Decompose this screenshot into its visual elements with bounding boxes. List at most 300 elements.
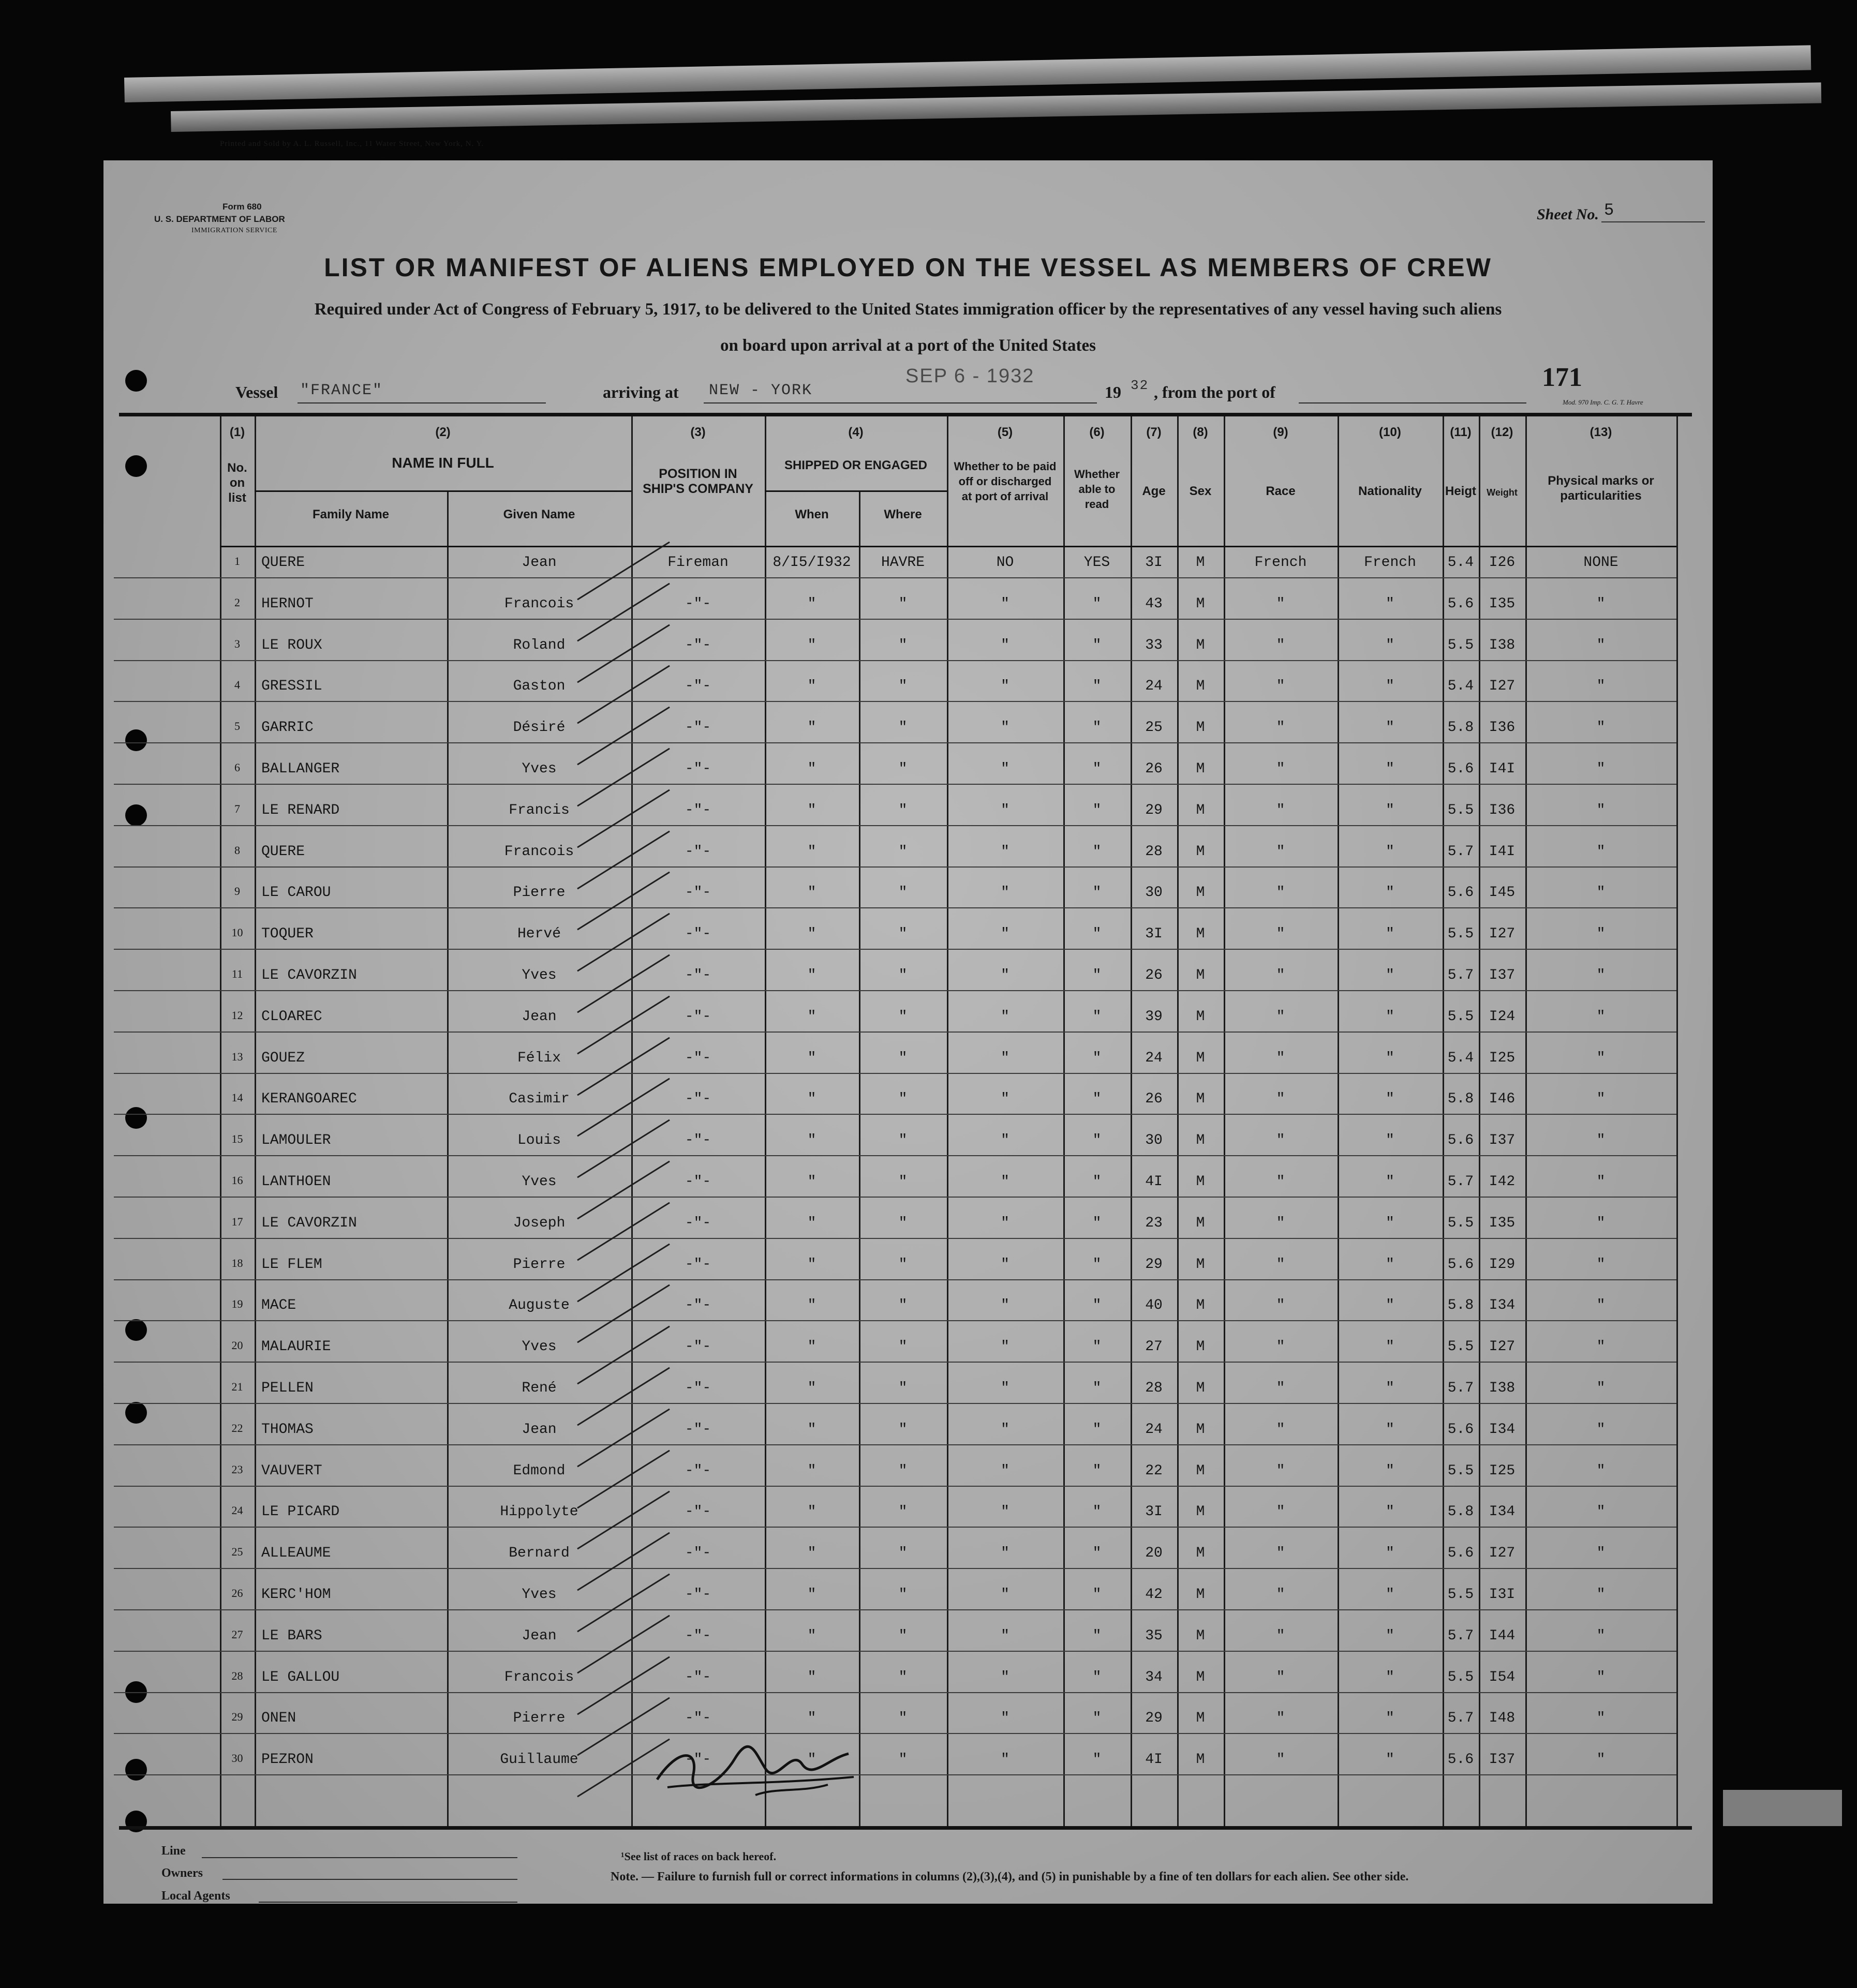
cell-race: " [1276, 967, 1285, 983]
vessel-fill-line [298, 402, 546, 403]
cell-race: " [1276, 1710, 1285, 1727]
cell-when: " [807, 967, 816, 983]
cell-age: 30 [1145, 885, 1163, 901]
cell-family: GOUEZ [261, 1050, 305, 1066]
cell-sex: M [1196, 1050, 1205, 1066]
cell-marks: " [1596, 595, 1606, 612]
cell-marks: " [1596, 678, 1606, 695]
cell-marks: " [1596, 802, 1606, 818]
cell-given: Yves [522, 1174, 557, 1190]
row-rule [114, 866, 1676, 868]
cell-family: BALLANGER [261, 761, 340, 777]
punch-hole [125, 1759, 147, 1781]
cell-given: Hippolyte [500, 1504, 578, 1520]
cell-sex: M [1196, 1669, 1205, 1685]
col-6-number: (6) [1089, 425, 1105, 439]
cell-nationality: " [1386, 885, 1394, 901]
cell-where: " [898, 1380, 908, 1396]
cell-position: Fireman [667, 555, 729, 571]
column-divider [1525, 416, 1527, 1826]
cell-sex: M [1196, 1132, 1205, 1149]
cell-where: " [898, 843, 908, 860]
cell-height: 5.6 [1447, 761, 1474, 777]
cell-sex: M [1196, 678, 1205, 695]
paper-edge-tail [1723, 1790, 1842, 1826]
cell-where: " [898, 1339, 908, 1355]
cell-nationality: " [1386, 1752, 1394, 1768]
cell-family: LE RENARD [261, 802, 340, 818]
cell-position: -"- [685, 1297, 711, 1314]
cell-paid: " [1001, 1091, 1009, 1108]
cell-read: " [1092, 1132, 1102, 1149]
cell-race: " [1276, 1545, 1285, 1562]
cell-no: 25 [231, 1545, 243, 1559]
cell-paid: NO [996, 555, 1014, 571]
cell-marks: " [1596, 967, 1606, 983]
cell-sex: M [1196, 1462, 1205, 1479]
cell-no: 1 [234, 555, 240, 567]
row-rule [114, 1114, 1676, 1115]
col-11-label: Heigt [1445, 484, 1476, 498]
when-header: When [795, 507, 829, 521]
cell-read: " [1092, 1669, 1102, 1685]
cell-sex: M [1196, 926, 1205, 943]
cell-family: LE ROUX [261, 637, 322, 653]
row-rule [114, 1568, 1676, 1569]
cell-family: ONEN [261, 1710, 296, 1727]
cell-sex: M [1196, 1545, 1205, 1562]
cell-when: " [807, 1462, 816, 1479]
cell-marks: " [1596, 637, 1606, 653]
cell-height: 5.8 [1447, 1297, 1474, 1314]
cell-position: -"- [685, 1380, 711, 1396]
cell-height: 5.6 [1447, 1752, 1474, 1768]
cell-sex: M [1196, 761, 1205, 777]
cell-marks: " [1596, 761, 1606, 777]
cell-family: LE FLEM [261, 1256, 322, 1273]
cell-marks: " [1596, 1008, 1606, 1025]
cell-weight: I37 [1489, 1752, 1516, 1768]
race-footnote: ¹See list of races on back hereof. [621, 1850, 777, 1863]
cell-sex: M [1196, 1174, 1205, 1190]
cell-read: " [1092, 1091, 1102, 1108]
cell-where: " [898, 1008, 908, 1025]
cell-no: 14 [231, 1091, 243, 1104]
cell-age: 30 [1145, 1132, 1163, 1149]
cell-marks: " [1596, 720, 1606, 736]
cell-no: 10 [231, 926, 243, 939]
arriving-label: arriving at [603, 383, 679, 401]
cell-height: 5.7 [1447, 1380, 1474, 1396]
cell-when: " [807, 1545, 816, 1562]
cell-race: " [1276, 1380, 1285, 1396]
cell-race: " [1276, 720, 1285, 736]
punch-hole [125, 455, 147, 477]
cell-position: -"- [685, 967, 711, 983]
row-rule [114, 1197, 1676, 1198]
cell-read: " [1092, 1050, 1102, 1066]
cell-read: " [1092, 1215, 1102, 1231]
cell-family: MALAURIE [261, 1339, 331, 1355]
subtitle-line-2: on board upon arrival at a port of the United States [720, 336, 1096, 355]
cell-when: " [807, 1380, 816, 1396]
cell-read: " [1092, 1462, 1102, 1479]
cell-position: -"- [685, 1091, 711, 1108]
subtitle-line-1: Required under Act of Congress of February 5, 1917, to be delivered to the United States immigration officer by the representatives of any vessel having such aliens [314, 300, 1502, 319]
cell-given: Guillaume [500, 1752, 578, 1768]
cell-where: " [898, 926, 908, 943]
cell-weight: I36 [1489, 802, 1516, 818]
cell-when: " [807, 761, 816, 777]
cell-position: -"- [685, 720, 711, 736]
cell-age: 33 [1145, 637, 1163, 653]
cell-age: 42 [1145, 1587, 1163, 1603]
cell-race: " [1276, 637, 1285, 653]
column-divider [255, 416, 256, 1826]
row-rule [114, 701, 1676, 702]
cell-position: -"- [685, 1587, 711, 1603]
row-rule [114, 577, 1676, 578]
cell-when: " [807, 1710, 816, 1727]
cell-when: " [807, 1627, 816, 1644]
cell-when: " [807, 1091, 816, 1108]
cell-family: LE PICARD [261, 1504, 340, 1520]
cell-sex: M [1196, 1215, 1205, 1231]
cell-when: " [807, 1504, 816, 1520]
cell-weight: I27 [1489, 926, 1516, 943]
cell-given: Yves [522, 1587, 557, 1603]
cell-nationality: " [1386, 967, 1394, 983]
cell-height: 5.5 [1447, 1215, 1474, 1231]
cell-marks: " [1596, 1710, 1606, 1727]
cell-sex: M [1196, 1504, 1205, 1520]
cell-given: Francois [504, 843, 574, 860]
cell-paid: " [1001, 802, 1009, 818]
cell-paid: " [1001, 843, 1009, 860]
cell-paid: " [1001, 1380, 1009, 1396]
cell-when: " [807, 1050, 816, 1066]
cell-weight: I27 [1489, 678, 1516, 695]
cell-age: 26 [1145, 761, 1163, 777]
cell-given: Francois [504, 1669, 574, 1685]
cell-given: Jean [522, 1627, 557, 1644]
cell-when: " [807, 926, 816, 943]
line-fill-line [202, 1857, 517, 1858]
cell-age: 3I [1145, 926, 1163, 943]
cell-where: " [898, 595, 908, 612]
cell-family: VAUVERT [261, 1462, 322, 1479]
cell-no: 11 [231, 967, 243, 980]
cell-when: " [807, 1669, 816, 1685]
cell-read: " [1092, 926, 1102, 943]
cell-where: " [898, 637, 908, 653]
cell-race: " [1276, 1091, 1285, 1108]
cell-family: LANTHOEN [261, 1174, 331, 1190]
cell-paid: " [1001, 1339, 1009, 1355]
cell-position: -"- [685, 1174, 711, 1190]
cell-no: 18 [231, 1256, 243, 1269]
cell-read: " [1092, 967, 1102, 983]
col-9-label: Race [1266, 484, 1296, 498]
row-rule [114, 1486, 1676, 1487]
from-port-fill-line [1299, 402, 1526, 403]
cell-paid: " [1001, 720, 1009, 736]
cell-sex: M [1196, 595, 1205, 612]
cell-weight: I37 [1489, 1132, 1516, 1149]
cell-read: " [1092, 637, 1102, 653]
cell-where: " [898, 1587, 908, 1603]
cell-position: -"- [685, 1752, 711, 1768]
cell-when: " [807, 802, 816, 818]
cell-paid: " [1001, 637, 1009, 653]
cell-weight: I36 [1489, 720, 1516, 736]
cell-nationality: " [1386, 926, 1394, 943]
cell-paid: " [1001, 967, 1009, 983]
cell-height: 5.5 [1447, 637, 1474, 653]
cell-sex: M [1196, 1380, 1205, 1396]
cell-paid: " [1001, 1752, 1009, 1768]
cell-marks: " [1596, 1462, 1606, 1479]
cell-where: " [898, 1752, 908, 1768]
cell-race: " [1276, 843, 1285, 860]
cell-nationality: " [1386, 843, 1394, 860]
cell-where: " [898, 802, 908, 818]
cell-marks: " [1596, 1752, 1606, 1768]
col-1-label: No. on list [227, 461, 247, 505]
cell-height: 5.6 [1447, 595, 1474, 612]
cell-nationality: " [1386, 1050, 1394, 1066]
cell-where: " [898, 1504, 908, 1520]
cell-age: 4I [1145, 1174, 1163, 1190]
cell-read: " [1092, 1504, 1102, 1520]
punch-hole [125, 1402, 147, 1424]
cell-family: LE CAVORZIN [261, 967, 357, 983]
cell-no: 7 [234, 802, 240, 815]
cell-age: 34 [1145, 1669, 1163, 1685]
cell-weight: I27 [1489, 1545, 1516, 1562]
cell-family: QUERE [261, 843, 305, 860]
cell-weight: I27 [1489, 1339, 1516, 1355]
cell-sex: M [1196, 637, 1205, 653]
cell-where: " [898, 1627, 908, 1644]
cell-race: " [1276, 1627, 1285, 1644]
cell-height: 5.5 [1447, 1462, 1474, 1479]
col-13-label: Physical marks or particularities [1548, 474, 1654, 503]
cell-read: " [1092, 1297, 1102, 1314]
cell-paid: " [1001, 1669, 1009, 1685]
cell-given: Francis [509, 802, 570, 818]
cell-family: LE CAROU [261, 885, 331, 901]
cell-position: -"- [685, 1627, 711, 1644]
cell-position: -"- [685, 1132, 711, 1149]
cell-age: 3I [1145, 555, 1163, 571]
cell-marks: " [1596, 1050, 1606, 1066]
cell-when: " [807, 678, 816, 695]
cell-sex: M [1196, 843, 1205, 860]
cell-nationality: " [1386, 1504, 1394, 1520]
col-5-label: Whether to be paid off or discharged at port of arrival [954, 460, 1057, 503]
cell-paid: " [1001, 1710, 1009, 1727]
cell-race: " [1276, 1421, 1285, 1438]
row-rule [114, 1651, 1676, 1652]
cell-paid: " [1001, 1256, 1009, 1273]
cell-age: 24 [1145, 678, 1163, 695]
cell-weight: I34 [1489, 1421, 1516, 1438]
cell-when: " [807, 1008, 816, 1025]
cell-family: GRESSIL [261, 678, 322, 695]
cell-nationality: " [1386, 1462, 1394, 1479]
cell-read: " [1092, 1627, 1102, 1644]
arriving-fill-line [704, 402, 1097, 403]
cell-read: " [1092, 1587, 1102, 1603]
cell-sex: M [1196, 1587, 1205, 1603]
cell-family: CLOAREC [261, 1008, 322, 1025]
cell-read: " [1092, 1174, 1102, 1190]
cell-paid: " [1001, 1050, 1009, 1066]
cell-nationality: " [1386, 1587, 1394, 1603]
family-name-header: Family Name [312, 507, 390, 521]
cell-age: 28 [1145, 1380, 1163, 1396]
cell-position: -"- [685, 885, 711, 901]
cell-when: " [807, 843, 816, 860]
cell-marks: " [1596, 1669, 1606, 1685]
cell-nationality: " [1386, 1091, 1394, 1108]
cell-read: " [1092, 595, 1102, 612]
cell-race: " [1276, 1339, 1285, 1355]
cell-marks: " [1596, 1504, 1606, 1520]
cell-family: THOMAS [261, 1421, 314, 1438]
cell-position: -"- [685, 1215, 711, 1231]
cell-height: 5.5 [1447, 1339, 1474, 1355]
cell-family: KERC'HOM [261, 1587, 331, 1603]
cell-weight: I34 [1489, 1504, 1516, 1520]
arriving-port: NEW - YORK [709, 382, 813, 399]
cell-no: 27 [231, 1627, 243, 1641]
punch-hole [125, 804, 147, 826]
cell-weight: I38 [1489, 637, 1516, 653]
cell-given: Pierre [513, 1710, 566, 1727]
cell-nationality: " [1386, 678, 1394, 695]
cell-paid: " [1001, 1008, 1009, 1025]
col-1-number: (1) [229, 425, 245, 439]
printer-model: Mod. 970 Imp. C. G. T. Havre [1563, 398, 1643, 406]
cell-position: -"- [685, 1710, 711, 1727]
cell-where: " [898, 1132, 908, 1149]
row-rule [114, 1320, 1676, 1321]
cell-where: " [898, 1050, 908, 1066]
cell-when: " [807, 637, 816, 653]
cell-when: " [807, 1215, 816, 1231]
cell-given: Casimir [509, 1091, 570, 1108]
cell-height: 5.4 [1447, 1050, 1474, 1066]
cell-race: " [1276, 761, 1285, 777]
cell-nationality: French [1364, 555, 1416, 571]
cell-marks: " [1596, 1174, 1606, 1190]
col-4-number: (4) [848, 425, 864, 439]
row-rule [114, 1032, 1676, 1033]
cell-position: -"- [685, 761, 711, 777]
cell-age: 24 [1145, 1421, 1163, 1438]
cell-no: 16 [231, 1174, 243, 1187]
local-agents-label: Local Agents [161, 1889, 230, 1903]
cell-weight: I54 [1489, 1669, 1516, 1685]
cell-no: 20 [231, 1339, 243, 1352]
cell-age: 26 [1145, 1091, 1163, 1108]
cell-height: 5.5 [1447, 1669, 1474, 1685]
cell-marks: " [1596, 1132, 1606, 1149]
cell-height: 5.7 [1447, 843, 1474, 860]
table-top-rule [119, 413, 1692, 416]
cell-no: 17 [231, 1215, 243, 1228]
penalty-note: Note. — Failure to furnish full or correct informations in columns (2),(3),(4), and (5) in punishable by a fine of ten dollars for each alien. See other side. [611, 1870, 1409, 1884]
column-divider [947, 416, 948, 1826]
cell-weight: I24 [1489, 1008, 1516, 1025]
cell-no: 29 [231, 1710, 243, 1724]
cell-given: Désiré [513, 720, 566, 736]
col-9-number: (9) [1273, 425, 1288, 439]
cell-where: " [898, 1462, 908, 1479]
cell-position: -"- [685, 926, 711, 943]
cell-given: Bernard [509, 1545, 570, 1562]
cell-paid: " [1001, 1545, 1009, 1562]
vessel-name: "FRANCE" [300, 382, 383, 399]
cell-race: " [1276, 1587, 1285, 1603]
where-header: Where [884, 507, 922, 521]
cell-read: " [1092, 1380, 1102, 1396]
cell-height: 5.4 [1447, 555, 1474, 571]
cell-height: 5.7 [1447, 1627, 1474, 1644]
cell-where: " [898, 1091, 908, 1108]
year-suffix: 32 [1131, 378, 1149, 393]
cell-position: -"- [685, 595, 711, 612]
cell-no: 15 [231, 1132, 243, 1146]
cell-paid: " [1001, 926, 1009, 943]
cell-age: 4I [1145, 1752, 1163, 1768]
form-number: Form 680 [222, 202, 262, 212]
cell-nationality: " [1386, 1008, 1394, 1025]
punch-hole [125, 1319, 147, 1341]
cell-nationality: " [1386, 1669, 1394, 1685]
cell-age: 29 [1145, 802, 1163, 818]
cell-race: " [1276, 1669, 1285, 1685]
cell-where: " [898, 885, 908, 901]
cell-height: 5.6 [1447, 1545, 1474, 1562]
cell-where: " [898, 1421, 908, 1438]
cell-nationality: " [1386, 1174, 1394, 1190]
cell-read: " [1092, 720, 1102, 736]
cell-age: 43 [1145, 595, 1163, 612]
cell-no: 26 [231, 1587, 243, 1600]
row-rule [114, 1403, 1676, 1404]
cell-nationality: " [1386, 595, 1394, 612]
cell-family: PELLEN [261, 1380, 314, 1396]
cell-race: " [1276, 1132, 1285, 1149]
owners-fill-line [222, 1879, 517, 1880]
col-6-label: Whether able to read [1074, 468, 1120, 511]
cell-sex: M [1196, 1752, 1205, 1768]
header-bottom-rule [220, 546, 1676, 547]
cell-weight: I45 [1489, 885, 1516, 901]
sheet-number: 5 [1604, 201, 1614, 220]
cell-race: " [1276, 926, 1285, 943]
cell-weight: I35 [1489, 595, 1516, 612]
cell-where: " [898, 678, 908, 695]
table-bottom-rule [119, 1826, 1692, 1830]
cell-position: -"- [685, 1256, 711, 1273]
cell-position: -"- [685, 1050, 711, 1066]
cell-race: " [1276, 1215, 1285, 1231]
cell-nationality: " [1386, 802, 1394, 818]
